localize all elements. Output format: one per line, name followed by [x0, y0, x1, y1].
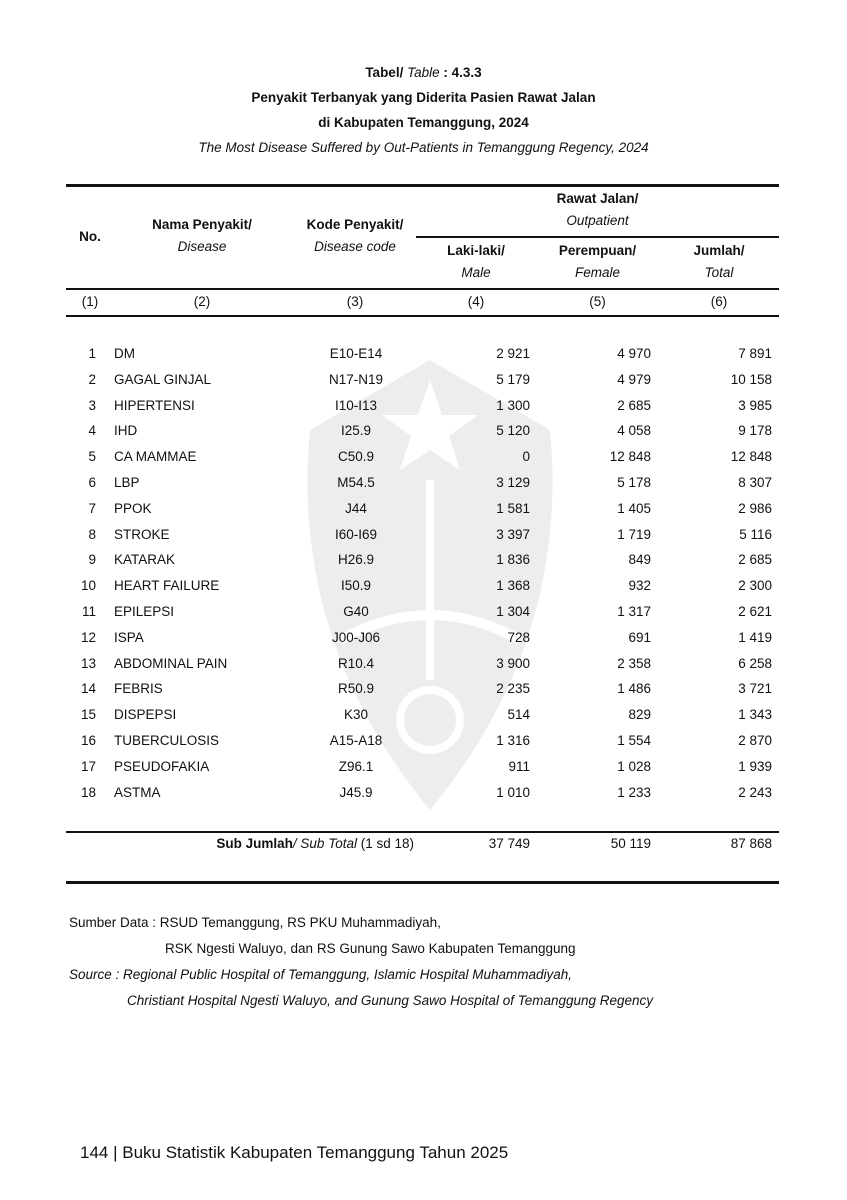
disease-code: I50.9: [340, 578, 372, 594]
col-number-6: (6): [710, 294, 728, 309]
female-count: 5 178: [617, 475, 651, 490]
row-number: 14: [80, 681, 96, 697]
disease-code: A15-A18: [329, 733, 383, 748]
female-count: 1 486: [617, 681, 651, 697]
publication-title: | Buku Statistik Kabupaten Temanggung Tahun 2025: [113, 1143, 509, 1162]
table-row: [66, 418, 779, 444]
table-label: Tabel/ Table : 4.3.3: [365, 65, 482, 80]
disease-code: I60-I69: [334, 526, 378, 542]
page-number: 144: [80, 1143, 109, 1162]
female-count: 2 358: [617, 655, 651, 671]
subtotal-total: 87 868: [730, 836, 772, 851]
female-count: 4 979: [617, 371, 651, 387]
row-number: 8: [88, 526, 96, 542]
male-count: 3 900: [496, 655, 530, 671]
male-count: 3 397: [496, 526, 530, 542]
disease-name: HIPERTENSI: [114, 397, 195, 413]
disease-name: PSEUDOFAKIA: [114, 758, 210, 774]
female-count: 4 970: [617, 346, 651, 361]
subtotal-male: 37 749: [488, 836, 530, 851]
disease-name: DM: [114, 346, 135, 361]
total-count: 10 158: [730, 371, 772, 387]
header-female: Perempuan/ Female: [558, 243, 637, 280]
row-number: 16: [80, 733, 96, 748]
total-count: 3 985: [738, 397, 772, 413]
total-count: 2 986: [738, 500, 772, 516]
disease-name: CA MAMMAE: [114, 449, 197, 465]
header-rule: [66, 288, 779, 290]
disease-code: J00-J06: [331, 629, 381, 645]
disease-name: ISPA: [114, 629, 144, 645]
male-count: 0: [522, 449, 530, 465]
table-row: [66, 444, 779, 470]
col-number-2: (2): [193, 294, 211, 309]
table-row: [66, 367, 779, 393]
header-disease-code: Kode Penyakit/ Disease code: [306, 217, 404, 254]
total-count: 12 848: [730, 449, 772, 465]
female-count: 829: [628, 707, 651, 723]
disease-code: R50.9: [337, 681, 375, 697]
female-count: 932: [628, 578, 651, 594]
male-count: 1 010: [496, 784, 530, 800]
row-number: 15: [80, 707, 96, 723]
title-english: The Most Disease Suffered by Out-Patients in Temanggung Regency, 2024: [198, 140, 649, 155]
disease-code: N17-N19: [328, 371, 384, 387]
male-count: 1 581: [496, 500, 530, 516]
male-count: 5 120: [496, 423, 530, 439]
table-row: [66, 702, 779, 728]
source-note: [69, 910, 789, 1014]
female-count: 1 405: [617, 500, 651, 516]
disease-code: C50.9: [337, 449, 375, 465]
subtotal-row: [66, 832, 779, 856]
female-count: 1 028: [617, 758, 651, 774]
col-number-1: (1): [81, 294, 99, 309]
col-number-3: (3): [346, 294, 364, 309]
female-count: 2 685: [617, 397, 651, 413]
female-count: 4 058: [617, 423, 651, 439]
male-count: 2 235: [496, 681, 530, 697]
disease-name: IHD: [114, 423, 138, 439]
table-row: [66, 522, 779, 548]
disease-name: GAGAL GINJAL: [114, 371, 212, 387]
total-count: 2 870: [738, 733, 772, 748]
disease-name: EPILEPSI: [114, 604, 175, 619]
disease-code: G40: [343, 604, 369, 619]
female-count: 1 554: [617, 733, 651, 748]
disease-name: ASTMA: [114, 784, 161, 800]
disease-code: K30: [343, 707, 369, 723]
total-count: 8 307: [738, 475, 772, 490]
row-number: 1: [88, 346, 96, 361]
table-row: [66, 754, 779, 780]
col-number-5: (5): [589, 294, 606, 309]
female-count: 1 719: [617, 526, 651, 542]
total-count: 2 243: [738, 784, 772, 800]
header-total: Jumlah/ Total: [693, 243, 745, 280]
table-row: [66, 625, 779, 651]
col-number-rule: [66, 315, 779, 317]
row-number: 11: [81, 604, 96, 619]
table-row: [66, 547, 779, 573]
subtotal-label: Sub Jumlah/ Sub Total (1 sd 18): [216, 836, 414, 851]
table-row: [66, 780, 779, 806]
disease-code: I10-I13: [334, 397, 378, 413]
total-count: 1 939: [738, 758, 772, 774]
disease-code: H26.9: [337, 552, 375, 568]
total-count: 1 419: [738, 629, 772, 645]
male-count: 728: [507, 629, 530, 645]
male-count: 1 368: [496, 578, 530, 594]
disease-code: J44: [345, 500, 367, 516]
total-count: 7 891: [738, 346, 772, 361]
table-title: [0, 60, 847, 160]
table-row: [66, 728, 779, 754]
row-number: 7: [88, 500, 96, 516]
disease-code: E10-E14: [329, 346, 383, 361]
total-count: 6 258: [738, 655, 772, 671]
male-count: 2 921: [496, 346, 530, 361]
row-number: 3: [88, 397, 96, 413]
row-number: 13: [80, 655, 96, 671]
source-line-1: Sumber Data : RSUD Temanggung, RS PKU Muhammadiyah,: [69, 915, 441, 930]
row-number: 5: [88, 449, 96, 465]
disease-name: KATARAK: [114, 552, 176, 568]
total-count: 1 343: [738, 707, 772, 723]
row-number: 10: [80, 578, 96, 594]
table-top-rule: [66, 184, 779, 187]
table-bottom-rule: [66, 881, 779, 884]
male-count: 5 179: [496, 371, 530, 387]
disease-code: M54.5: [337, 475, 375, 490]
disease-name: LBP: [114, 475, 140, 490]
source-line-2: RSK Ngesti Waluyo, dan RS Gunung Sawo Kabupaten Temanggung: [165, 941, 576, 956]
disease-name: DISPEPSI: [114, 707, 177, 723]
disease-name: FEBRIS: [114, 681, 163, 697]
male-count: 1 836: [496, 552, 530, 568]
female-count: 849: [628, 552, 651, 568]
table-row: [66, 341, 779, 367]
header-no: No.: [79, 229, 101, 244]
total-count: 2 300: [738, 578, 772, 594]
total-count: 5 116: [739, 526, 772, 542]
header-outpatient-group: Rawat Jalan/ Outpatient: [556, 191, 639, 228]
source-line-4: Christiant Hospital Ngesti Waluyo, and Gunung Sawo Hospital of Temanggung Regency: [127, 993, 654, 1008]
total-count: 3 721: [738, 681, 772, 697]
header-disease-name: Nama Penyakit/ Disease: [152, 217, 252, 254]
male-count: 1 316: [496, 733, 530, 748]
disease-code: R10.4: [337, 655, 375, 671]
table-row: [66, 393, 779, 419]
disease-name: TUBERCULOSIS: [114, 733, 220, 748]
subtotal-female: 50 119: [610, 836, 651, 851]
disease-name: STROKE: [114, 526, 170, 542]
title-region-year: di Kabupaten Temanggung, 2024: [318, 115, 529, 130]
row-number: 4: [88, 423, 96, 439]
female-count: 1 233: [617, 784, 651, 800]
row-number: 6: [88, 475, 96, 490]
table-row: [66, 651, 779, 677]
female-count: 1 317: [617, 604, 651, 619]
male-count: 1 304: [496, 604, 530, 619]
total-count: 2 685: [738, 552, 772, 568]
total-count: 9 178: [738, 423, 772, 439]
male-count: 1 300: [496, 397, 530, 413]
table-row: [66, 573, 779, 599]
row-number: 12: [80, 629, 96, 645]
male-count: 514: [507, 707, 530, 723]
table-row: [66, 599, 779, 625]
row-number: 17: [80, 758, 96, 774]
male-count: 3 129: [496, 475, 530, 490]
disease-name: PPOK: [114, 500, 152, 516]
disease-name: HEART FAILURE: [114, 578, 220, 594]
total-count: 2 621: [738, 604, 772, 619]
title-indonesian: Penyakit Terbanyak yang Diderita Pasien Rawat Jalan: [251, 90, 596, 105]
female-count: 12 848: [609, 449, 651, 465]
header-male: Laki-laki/ Male: [447, 243, 505, 280]
row-number: 18: [80, 784, 96, 800]
row-number: 2: [88, 371, 96, 387]
disease-code: J45.9: [339, 784, 373, 800]
table-row: [66, 470, 779, 496]
page-footer: [80, 1140, 508, 1166]
row-number: 9: [88, 552, 96, 568]
col-number-4: (4): [467, 294, 485, 309]
disease-code: I25.9: [340, 423, 372, 439]
female-count: 691: [628, 629, 651, 645]
male-count: 911: [508, 758, 530, 774]
source-line-3: Source : Regional Public Hospital of Temanggung, Islamic Hospital Muhammadiyah,: [69, 967, 573, 982]
table-row: [66, 496, 779, 522]
disease-name: ABDOMINAL PAIN: [114, 655, 228, 671]
table-row: [66, 676, 779, 702]
disease-code: Z96.1: [338, 758, 374, 774]
group-divider: [416, 236, 779, 238]
